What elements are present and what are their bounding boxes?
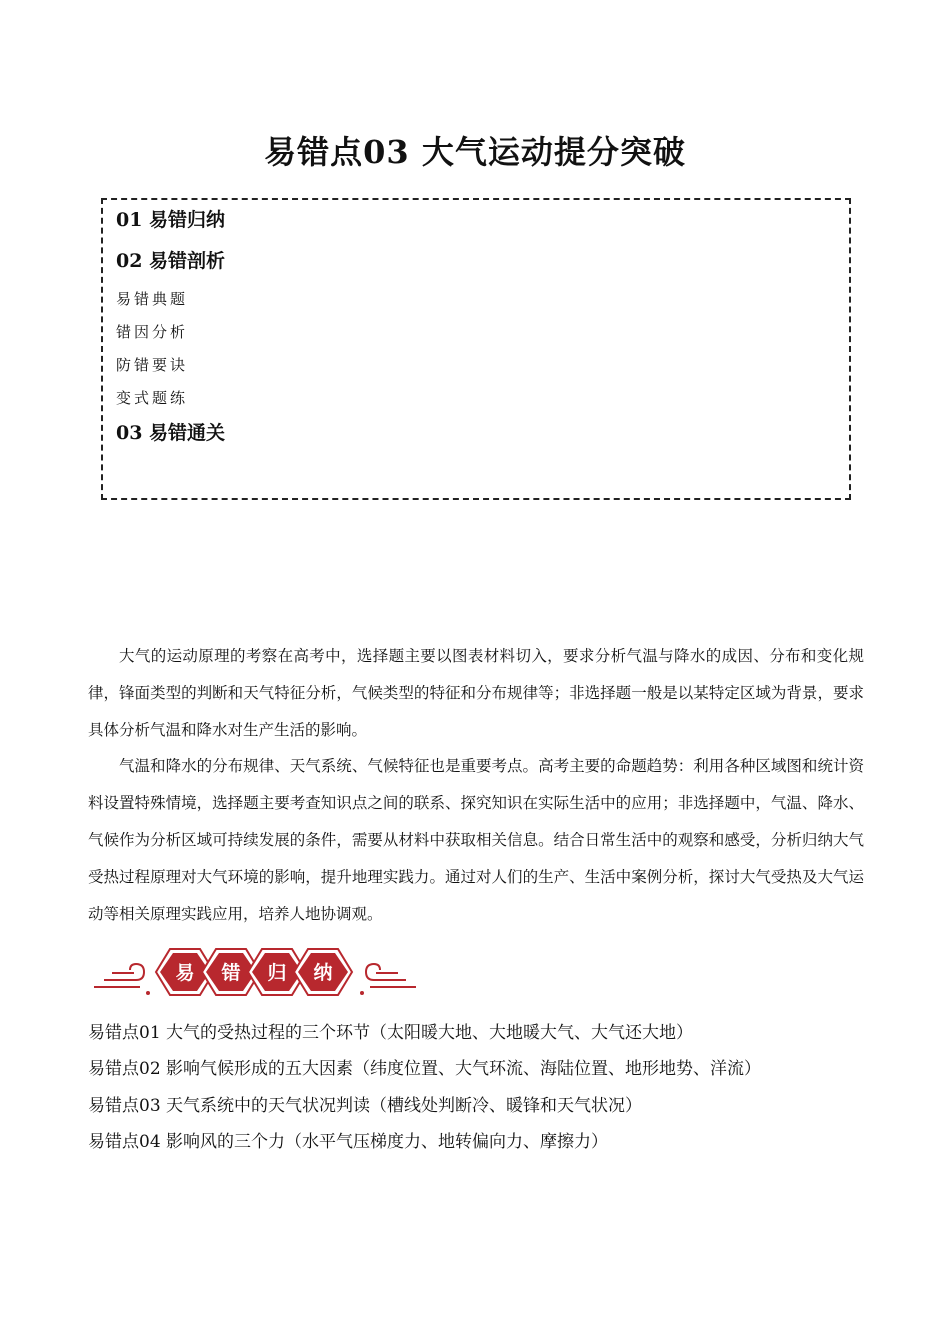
section-banner	[90, 944, 420, 1000]
banner-char-3: 归	[267, 962, 287, 984]
toc-subitem-2[interactable]: 错因分析	[116, 323, 189, 341]
toc-section-2[interactable]: 02 易错剖析	[116, 250, 226, 272]
error-point-3: 易错点03 天气系统中的天气状况判读（槽线处判断冷、暖锋和天气状况）	[88, 1096, 643, 1116]
intro-paragraph-2: 气温和降水的分布规律、天气系统、气候特征也是重要考点。高考主要的命题趋势：利用各种区域图和统计资料设置特殊情境，选择题主要考查知识点之间的联系、探究知识在实际生活中的应用；非选择题中，气温、降水、气候作为分析区域可持续发展的条件，需要从材料中获取相关信息。结合日常生活中的观察和感受，分析归纳大气受热过程原理对大气环境的影响，提升地理实践力。通过对人们的生产、生活中案例分析，探讨大气受热及大气运动等相关原理实践应用，培养人地协调观。	[88, 757, 864, 923]
banner-char-4: 纳	[313, 962, 333, 984]
toc-subitem-1[interactable]: 易错典题	[116, 290, 189, 308]
error-point-2: 易错点02 影响气候形成的五大因素（纬度位置、大气环流、海陆位置、地形地势、洋流）	[88, 1059, 762, 1079]
toc-subitem-3[interactable]: 防错要诀	[116, 356, 189, 374]
intro-paragraph-1: 大气的运动原理的考察在高考中，选择题主要以图表材料切入，要求分析气温与降水的成因、分布和变化规律，锋面类型的判断和天气特征分析，气候类型的特征和分布规律等；非选择题一般是以某特定区域为背景，要求具体分析气温和降水对生产生活的影响。	[88, 647, 864, 739]
table-of-contents	[101, 198, 851, 500]
toc-section-3[interactable]: 03 易错通关	[116, 422, 226, 444]
banner-char-1: 易	[175, 962, 195, 984]
toc-section-1[interactable]: 01 易错归纳	[116, 209, 226, 231]
banner-char-2: 错	[221, 962, 241, 984]
banner-left-ornament	[94, 964, 150, 995]
error-point-1: 易错点01 大气的受热过程的三个环节（太阳暖大地、大地暖大气、大气还大地）	[88, 1023, 694, 1043]
error-point-4: 易错点04 影响风的三个力（水平气压梯度力、地转偏向力、摩擦力）	[88, 1132, 609, 1152]
page-title: 易错点03 大气运动提分突破	[264, 133, 686, 171]
banner-right-ornament	[360, 964, 416, 995]
toc-subitem-4[interactable]: 变式题练	[116, 389, 189, 407]
